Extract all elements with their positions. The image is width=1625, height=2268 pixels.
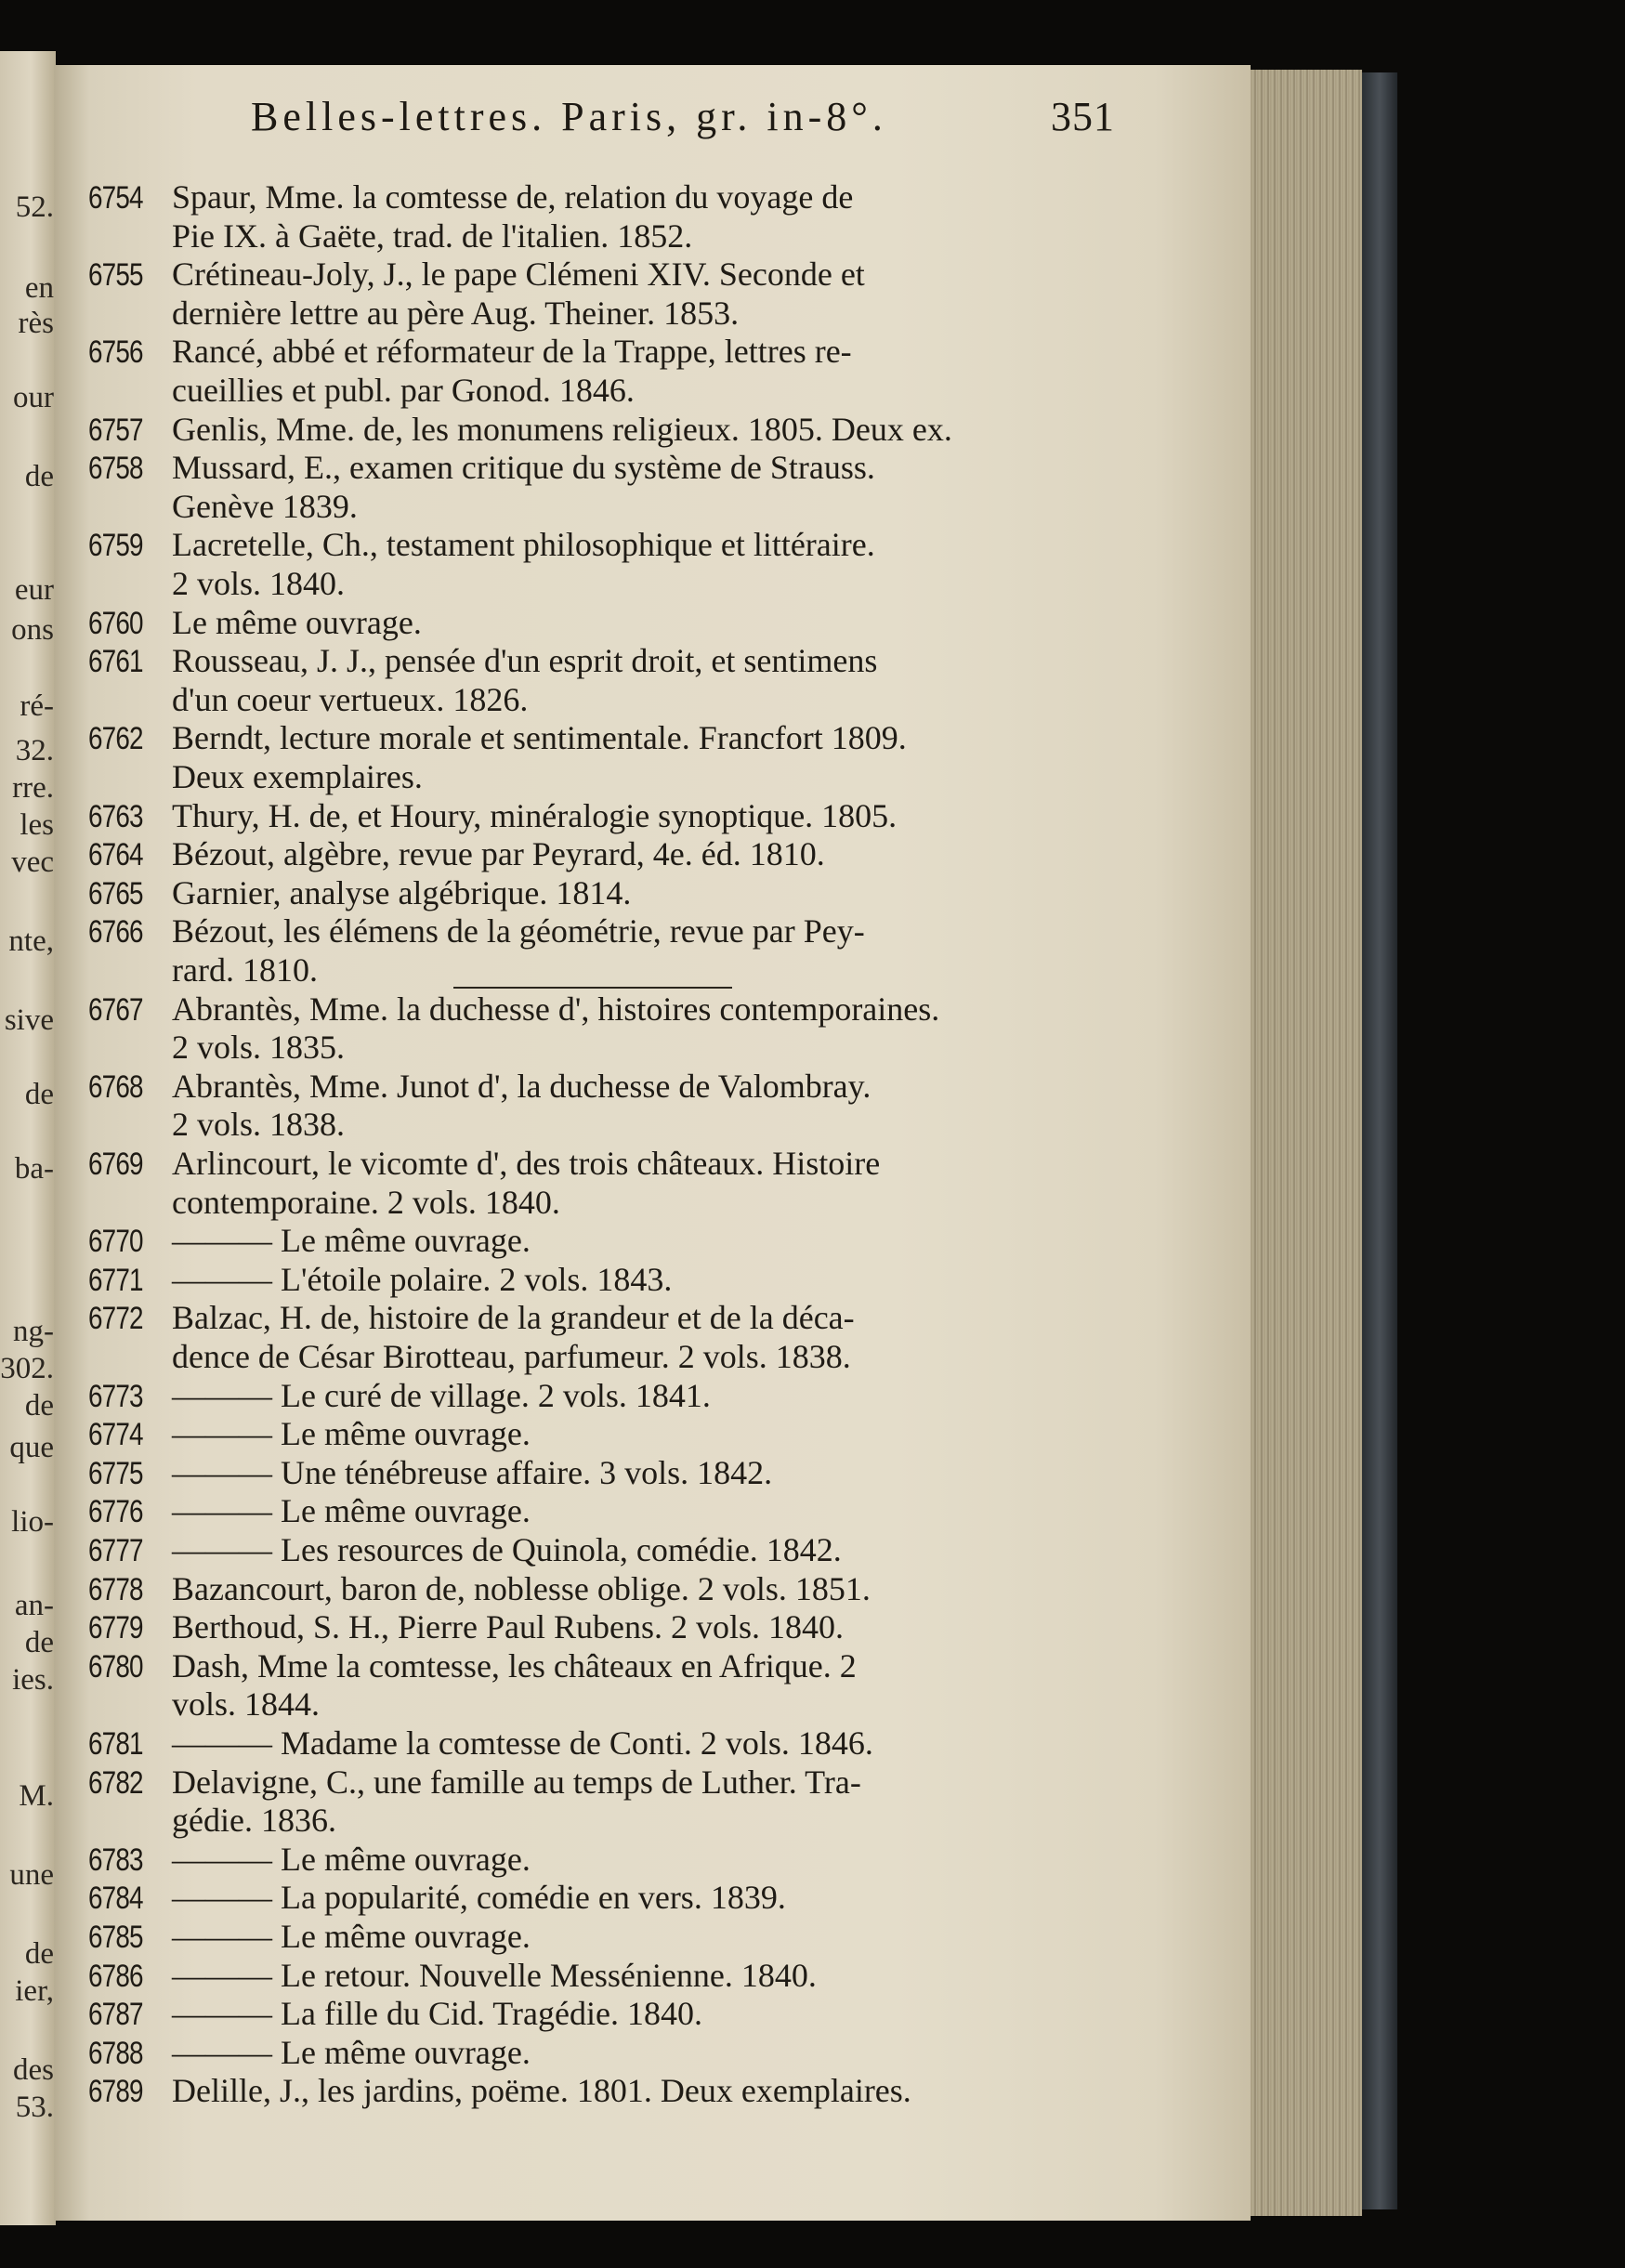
catalogue-entry (88, 1841, 1115, 1880)
entry-line (88, 1879, 1115, 1918)
entry-text: Mussard, E., examen critique du système de Strauss. (172, 449, 875, 487)
entry-line (88, 256, 1115, 295)
left-page-fragment: rre. (12, 771, 54, 805)
left-page-fragment: 53. (15, 2091, 54, 2124)
entry-line (88, 449, 1115, 488)
catalogue-entry (88, 1763, 1115, 1841)
entry-number: 6758 (88, 451, 143, 487)
catalogue-entry (88, 1647, 1115, 1724)
catalogue-entry (88, 1724, 1115, 1763)
entry-text: ——— Le curé de village. 2 vols. 1841. (172, 1376, 711, 1414)
left-page-fragment: rès (18, 307, 54, 340)
entry-line (88, 1261, 1115, 1300)
catalogue-entry (88, 1068, 1115, 1145)
entry-line (88, 1492, 1115, 1531)
catalogue-entry (88, 912, 1115, 990)
left-page-fragment: ba- (14, 1152, 54, 1186)
entry-number: 6779 (88, 1610, 143, 1646)
entry-text: ——— Les resources de Quinola, comédie. 1842. (172, 1531, 842, 1568)
left-page-fragment: de (24, 1937, 54, 1971)
entry-continuation: gédie. 1836. (172, 1802, 336, 1840)
entry-line (88, 719, 1115, 758)
entry-line (88, 333, 1115, 372)
entry-number: 6789 (88, 2074, 143, 2110)
left-page-fragment: vec (11, 846, 54, 879)
entry-text: ——— Le même ouvrage. (172, 1840, 531, 1878)
left-page-fragment: que (9, 1431, 54, 1464)
entry-text: Lacretelle, Ch., testament philosophique et littéraire. (172, 526, 875, 564)
entry-number: 6757 (88, 412, 143, 448)
left-page-fragment: ies. (12, 1663, 54, 1697)
page-number: 351 (1051, 94, 1115, 139)
catalogue-entry (88, 1570, 1115, 1609)
left-page-fragment: nte, (8, 924, 54, 958)
entry-line (88, 1647, 1115, 1686)
entry-line (88, 526, 1115, 565)
entry-line (88, 604, 1115, 643)
catalogue-entry (88, 835, 1115, 874)
entry-text: Balzac, H. de, histoire de la grandeur et de la déca- (172, 1299, 855, 1337)
left-page-fragment: ng- (13, 1315, 54, 1348)
entry-line (88, 1763, 1115, 1803)
entry-number: 6788 (88, 2035, 143, 2071)
entry-text: Arlincourt, le vicomte d', des trois châteaux. Histoire (172, 1145, 881, 1182)
entry-number: 6756 (88, 334, 143, 371)
entry-number: 6771 (88, 1262, 143, 1298)
entry-number: 6768 (88, 1068, 143, 1105)
catalogue-entry (88, 1608, 1115, 1647)
entry-number: 6783 (88, 1842, 143, 1878)
entry-text: ——— La fille du Cid. Tragédie. 1840. (172, 1995, 702, 2033)
entry-text: ——— L'étoile polaire. 2 vols. 1843. (172, 1260, 673, 1298)
entry-line (88, 1918, 1115, 1957)
entry-line (88, 1724, 1115, 1763)
catalogue-entry (88, 719, 1115, 796)
catalogue-entry (88, 411, 1115, 450)
section-rule (453, 987, 732, 989)
left-page-fragment: lio- (11, 1505, 54, 1539)
left-page-fragment: ons (11, 613, 54, 647)
entry-line (88, 1531, 1115, 1570)
left-page-fragment: de (24, 1626, 54, 1659)
previous-page-edge (0, 51, 56, 2225)
entry-text: Rancé, abbé et réformateur de la Trappe, lettres re- (172, 333, 852, 371)
left-page-fragment: en (24, 271, 54, 305)
entry-line (88, 2072, 1115, 2111)
entry-line (88, 874, 1115, 913)
catalogue-entry (88, 1145, 1115, 1222)
entry-continuation: cueillies et publ. par Gonod. 1846. (172, 371, 635, 409)
entry-continuation: 2 vols. 1835. (172, 1029, 346, 1067)
entry-text: Bézout, algèbre, revue par Peyrard, 4e. éd. 1810. (172, 835, 825, 873)
entry-number: 6784 (88, 1881, 143, 1917)
left-page-fragment: ré- (20, 689, 54, 723)
catalogue-entry (88, 1957, 1115, 1996)
entry-number: 6764 (88, 837, 143, 873)
catalogue-entry (88, 1261, 1115, 1300)
entry-number: 6762 (88, 721, 143, 757)
entry-text: Crétineau-Joly, J., le pape Clémeni XIV. Seconde et (172, 256, 865, 294)
entry-number: 6769 (88, 1147, 143, 1182)
entry-text: Berndt, lecture morale et sentimentale. Francfort 1809. (172, 719, 907, 757)
entry-text: ——— Le même ouvrage. (172, 1492, 531, 1530)
left-page-fragment: une (9, 1858, 54, 1892)
entry-line (88, 1841, 1115, 1880)
entry-number: 6770 (88, 1224, 143, 1260)
left-page-fragment: sive (4, 1003, 54, 1037)
left-page-fragment: 302. (0, 1352, 54, 1385)
entry-number: 6755 (88, 257, 143, 294)
entry-continuation: Pie IX. à Gaëte, trad. de l'italien. 1852. (172, 216, 693, 255)
header-title: Belles-lettres. Paris, gr. in-8°. (251, 94, 887, 139)
entry-number: 6767 (88, 991, 143, 1028)
entry-text: Bazancourt, baron de, noblesse oblige. 2 vols. 1851. (172, 1569, 871, 1607)
entry-text: Dash, Mme la comtesse, les châteaux en Afrique. 2 (172, 1646, 857, 1685)
entry-line (88, 1995, 1115, 2034)
entry-number: 6766 (88, 914, 143, 950)
entry-line (88, 797, 1115, 836)
entry-text: ——— La popularité, comédie en vers. 1839. (172, 1879, 786, 1917)
catalogue-entry (88, 256, 1115, 333)
entry-line (88, 2034, 1115, 2073)
catalogue-entry (88, 333, 1115, 410)
entry-continuation: dence de César Birotteau, parfumeur. 2 vols. 1838. (172, 1337, 851, 1375)
left-page-fragment: our (13, 381, 54, 414)
entry-number: 6778 (88, 1571, 143, 1607)
catalogue-entry (88, 1918, 1115, 1957)
entry-number: 6773 (88, 1378, 143, 1414)
entry-text: ——— Le même ouvrage. (172, 1222, 531, 1260)
left-page-fragment: de (24, 1078, 54, 1111)
left-page-fragment: M. (19, 1779, 54, 1813)
catalogue-entry (88, 1299, 1115, 1376)
entry-line (88, 642, 1115, 681)
entry-text: ——— Le retour. Nouvelle Messénienne. 1840. (172, 1956, 817, 1994)
left-page-fragment: ier, (15, 1974, 54, 2008)
entry-number: 6759 (88, 528, 143, 564)
entry-text: Delavigne, C., une famille au temps de Luther. Tra- (172, 1763, 861, 1801)
entry-number: 6777 (88, 1533, 143, 1568)
page-block-edges (1251, 70, 1362, 2216)
entry-number: 6761 (88, 644, 143, 680)
entry-line (88, 835, 1115, 874)
catalogue-entry (88, 604, 1115, 643)
entry-text: Rousseau, J. J., pensée d'un esprit droit, et sentimens (172, 642, 878, 680)
entry-text: Spaur, Mme. la comtesse de, relation du voyage de (172, 178, 854, 216)
entry-text: Le même ouvrage. (172, 603, 422, 641)
entry-number: 6776 (88, 1494, 143, 1530)
catalogue-entry (88, 2072, 1115, 2111)
entry-text: ——— Une ténébreuse affaire. 3 vols. 1842. (172, 1453, 773, 1491)
book-cover-edge (1362, 72, 1397, 2209)
left-page-fragment: de (24, 460, 54, 493)
entry-line (88, 1222, 1115, 1261)
entry-text: Berthoud, S. H., Pierre Paul Rubens. 2 vols. 1840. (172, 1608, 844, 1646)
entry-number: 6765 (88, 875, 143, 911)
catalogue-entry (88, 2034, 1115, 2073)
left-page-fragment: 52. (15, 190, 54, 224)
catalogue-entry (88, 1454, 1115, 1493)
catalogue-entry (88, 526, 1115, 603)
catalogue-entry (88, 1377, 1115, 1416)
entry-text: Abrantès, Mme. Junot d', la duchesse de Valombray. (172, 1067, 871, 1105)
catalogue-entry (88, 1879, 1115, 1918)
left-page-fragment: an- (14, 1589, 54, 1622)
entry-number: 6781 (88, 1726, 143, 1762)
left-page-fragment: des (13, 2053, 54, 2087)
entry-line (88, 1415, 1115, 1454)
entry-continuation: rard. 1810. (172, 950, 318, 989)
entry-number: 6763 (88, 798, 143, 834)
left-page-fragment: de (24, 1389, 54, 1422)
catalogue-entry (88, 797, 1115, 836)
entry-number: 6774 (88, 1417, 143, 1453)
entry-continuation: dernière lettre au père Aug. Theiner. 1853. (172, 294, 740, 332)
entry-line (88, 178, 1115, 217)
running-header (251, 93, 1115, 149)
entry-number: 6782 (88, 1764, 143, 1801)
left-page-fragment: 32. (15, 734, 54, 767)
catalogue-entry (88, 1995, 1115, 2034)
entry-number: 6787 (88, 1997, 143, 2033)
catalogue-entry (88, 642, 1115, 719)
entry-text: ——— Le même ouvrage. (172, 2033, 531, 2071)
entry-text: Genlis, Mme. de, les monumens religieux. 1805. Deux ex. (172, 410, 952, 448)
catalogue-entry (88, 874, 1115, 913)
entry-number: 6785 (88, 1920, 143, 1955)
entry-line (88, 411, 1115, 450)
entry-continuation: Genève 1839. (172, 487, 358, 525)
entry-number: 6754 (88, 180, 143, 216)
entry-text: ——— Madame la comtesse de Conti. 2 vols. 1846. (172, 1724, 873, 1762)
catalogue-entry (88, 1492, 1115, 1531)
left-page-fragment: eur (14, 573, 54, 607)
entry-continuation: d'un coeur vertueux. 1826. (172, 680, 529, 718)
entry-line (88, 912, 1115, 951)
entry-line (88, 1608, 1115, 1647)
entry-line (88, 990, 1115, 1029)
catalogue-entry (88, 1415, 1115, 1454)
entry-text: Bézout, les élémens de la géométrie, revue par Pey- (172, 912, 865, 950)
entry-line (88, 1377, 1115, 1416)
entry-number: 6760 (88, 605, 143, 641)
entry-text: Abrantès, Mme. la duchesse d', histoires contemporaines. (172, 990, 940, 1028)
entry-continuation: Deux exemplaires. (172, 757, 423, 795)
entry-number: 6775 (88, 1455, 143, 1491)
catalogue-entry (88, 990, 1115, 1068)
entry-text: Thury, H. de, et Houry, minéralogie synoptique. 1805. (172, 796, 898, 834)
entry-continuation: 2 vols. 1840. (172, 564, 346, 602)
entry-text: ——— Le même ouvrage. (172, 1918, 531, 1955)
catalogue-entry (88, 1222, 1115, 1261)
entry-line (88, 1299, 1115, 1338)
catalogue-entry (88, 1531, 1115, 1570)
entry-line (88, 1454, 1115, 1493)
entry-text: ——— Le même ouvrage. (172, 1415, 531, 1453)
entry-continuation: contemporaine. 2 vols. 1840. (172, 1183, 560, 1221)
entry-line (88, 1957, 1115, 1996)
entry-line (88, 1068, 1115, 1107)
entry-continuation: 2 vols. 1838. (172, 1106, 346, 1144)
entry-text: Delille, J., les jardins, poëme. 1801. Deux exemplaires. (172, 2072, 911, 2110)
entry-number: 6780 (88, 1648, 143, 1685)
catalogue-entry (88, 178, 1115, 256)
entry-continuation: vols. 1844. (172, 1685, 321, 1724)
entry-text: Garnier, analyse algébrique. 1814. (172, 873, 632, 911)
left-page-fragment: les (20, 808, 54, 842)
entry-line (88, 1570, 1115, 1609)
entry-number: 6786 (88, 1958, 143, 1994)
entry-number: 6772 (88, 1301, 143, 1337)
catalogue-entry (88, 449, 1115, 526)
entry-line (88, 1145, 1115, 1184)
